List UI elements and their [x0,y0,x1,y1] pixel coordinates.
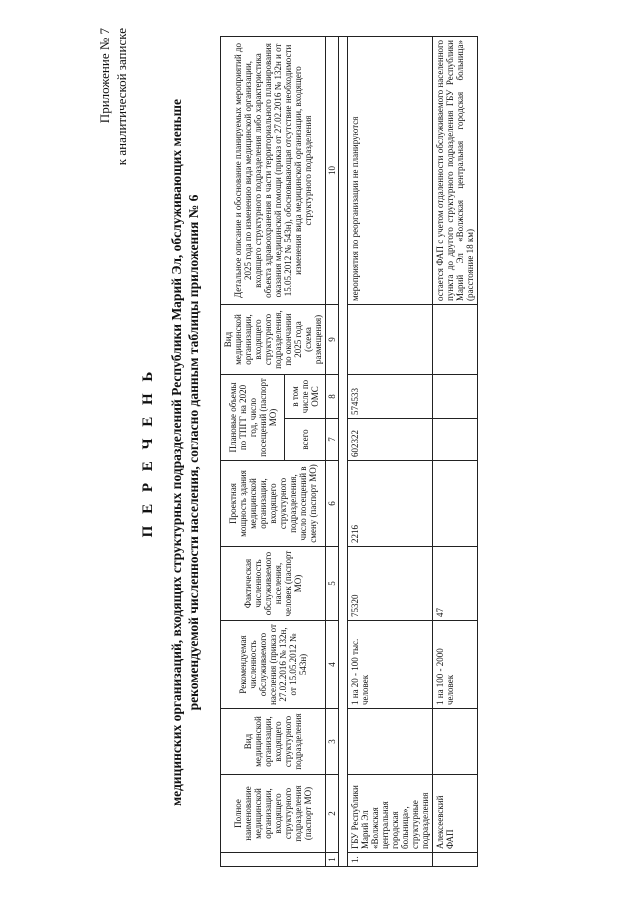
document-subtitle: медицинских организаций, входящих структурных подразделений Республики Марий Эл, обслуживающих меньше рекомендуемой численности населения, согласно данным таблицы приложения № 6 [169,98,201,807]
table-separator [339,37,348,867]
facility-type [433,709,478,775]
actual-population: 47 [433,547,478,621]
col-header-volumes: Плановые объемы по ТПГГ на 2020 год, число посещений (паспорт МО) [221,375,285,461]
column-number: 6 [326,461,339,547]
col-header-no [221,853,326,867]
facility-name: ГБУ Республики Марий Эл «Волжская центральная городская больница», структурные подразделения [348,775,433,853]
table-row [433,37,478,867]
design-capacity [433,461,478,547]
col-header-actual: Фактическая численность обслуживаемого населения, человек (паспорт МО) [221,547,326,621]
col-header-capacity: Проектная мощность здания медицинской организации, входящего структурного подразделения, число посещений в смену (паспорт МО) [221,461,326,547]
column-number: 5 [326,547,339,621]
col-header-volumes-oms: в том числе по ОМС [285,375,326,419]
col-header-recommended: Рекомендуемая численность обслуживаемого населения (приказ от 27.02.2016 № 132н, от 15.05.2012 № 543н) [221,621,326,709]
kind-2025 [348,305,433,375]
plan-description: остается ФАП с учетом отдаленности обслуживаемого населенного пункта до другого структурного подразделения ГБУ Республики Марий Эл «Волжская центральная городская больница» (расстояние 18 км) [433,37,478,305]
row-number [433,853,478,867]
column-number: 8 [326,375,339,419]
recommended-population: 1 на 20 - 100 тыс. человек [348,621,433,709]
column-number: 4 [326,621,339,709]
col-header-type: Вид медицинской организации, входящего структурного подразделения [221,709,326,775]
column-numbers-row [326,37,339,867]
appendix-reference [96,28,130,165]
planned-visits-oms: 574533 [348,375,433,419]
col-header-description: Детальное описание и обоснование планируемых мероприятий до 2025 года по изменению вида медицинской организации, входящего структурного подразделения либо характеристика объекта здравоохранения в части территориального планирования оказания медицинской помощи (приказ от 27.02.2016 № 132н и от 15.05.2012 № 543н), обосновывающая отсутствие необходимости изменения вида медицинской организации, входящего структурного подразделения [221,37,326,305]
column-number: 9 [326,305,339,375]
design-capacity: 2216 [348,461,433,547]
plan-description: мероприятия по реорганизации не планируются [348,37,433,305]
column-number: 2 [326,775,339,853]
col-header-volumes-all: всего [285,419,326,461]
actual-population: 75320 [348,547,433,621]
column-number: 1 [326,853,339,867]
row-number: 1. [348,853,433,867]
planned-visits-all: 602322 [348,419,433,461]
facility-name: Алексеевский ФАП [433,775,478,853]
facility-type [348,709,433,775]
facilities-table [220,36,478,867]
col-header-name: Полное наименование медицинской организации, входящего структурного подразделения (паспорт МО) [221,775,326,853]
planned-visits-oms [433,375,478,419]
table-row [348,37,433,867]
col-header-kind-2025: Вид медицинской организации, входящего структурного подразделения, по окончании 2025 года (схема размещения) [221,305,326,375]
planned-visits-all [433,419,478,461]
appendix-number: Приложение № 7 [97,28,112,124]
table-header-row [221,37,285,867]
document-title: П Е Р Е Ч Е Н Ь [140,367,156,538]
column-number: 3 [326,709,339,775]
column-number: 7 [326,419,339,461]
kind-2025 [433,305,478,375]
column-number: 10 [326,37,339,305]
recommended-population: 1 на 100 - 2000 человек [433,621,478,709]
appendix-note: к аналитической записке [114,28,129,166]
